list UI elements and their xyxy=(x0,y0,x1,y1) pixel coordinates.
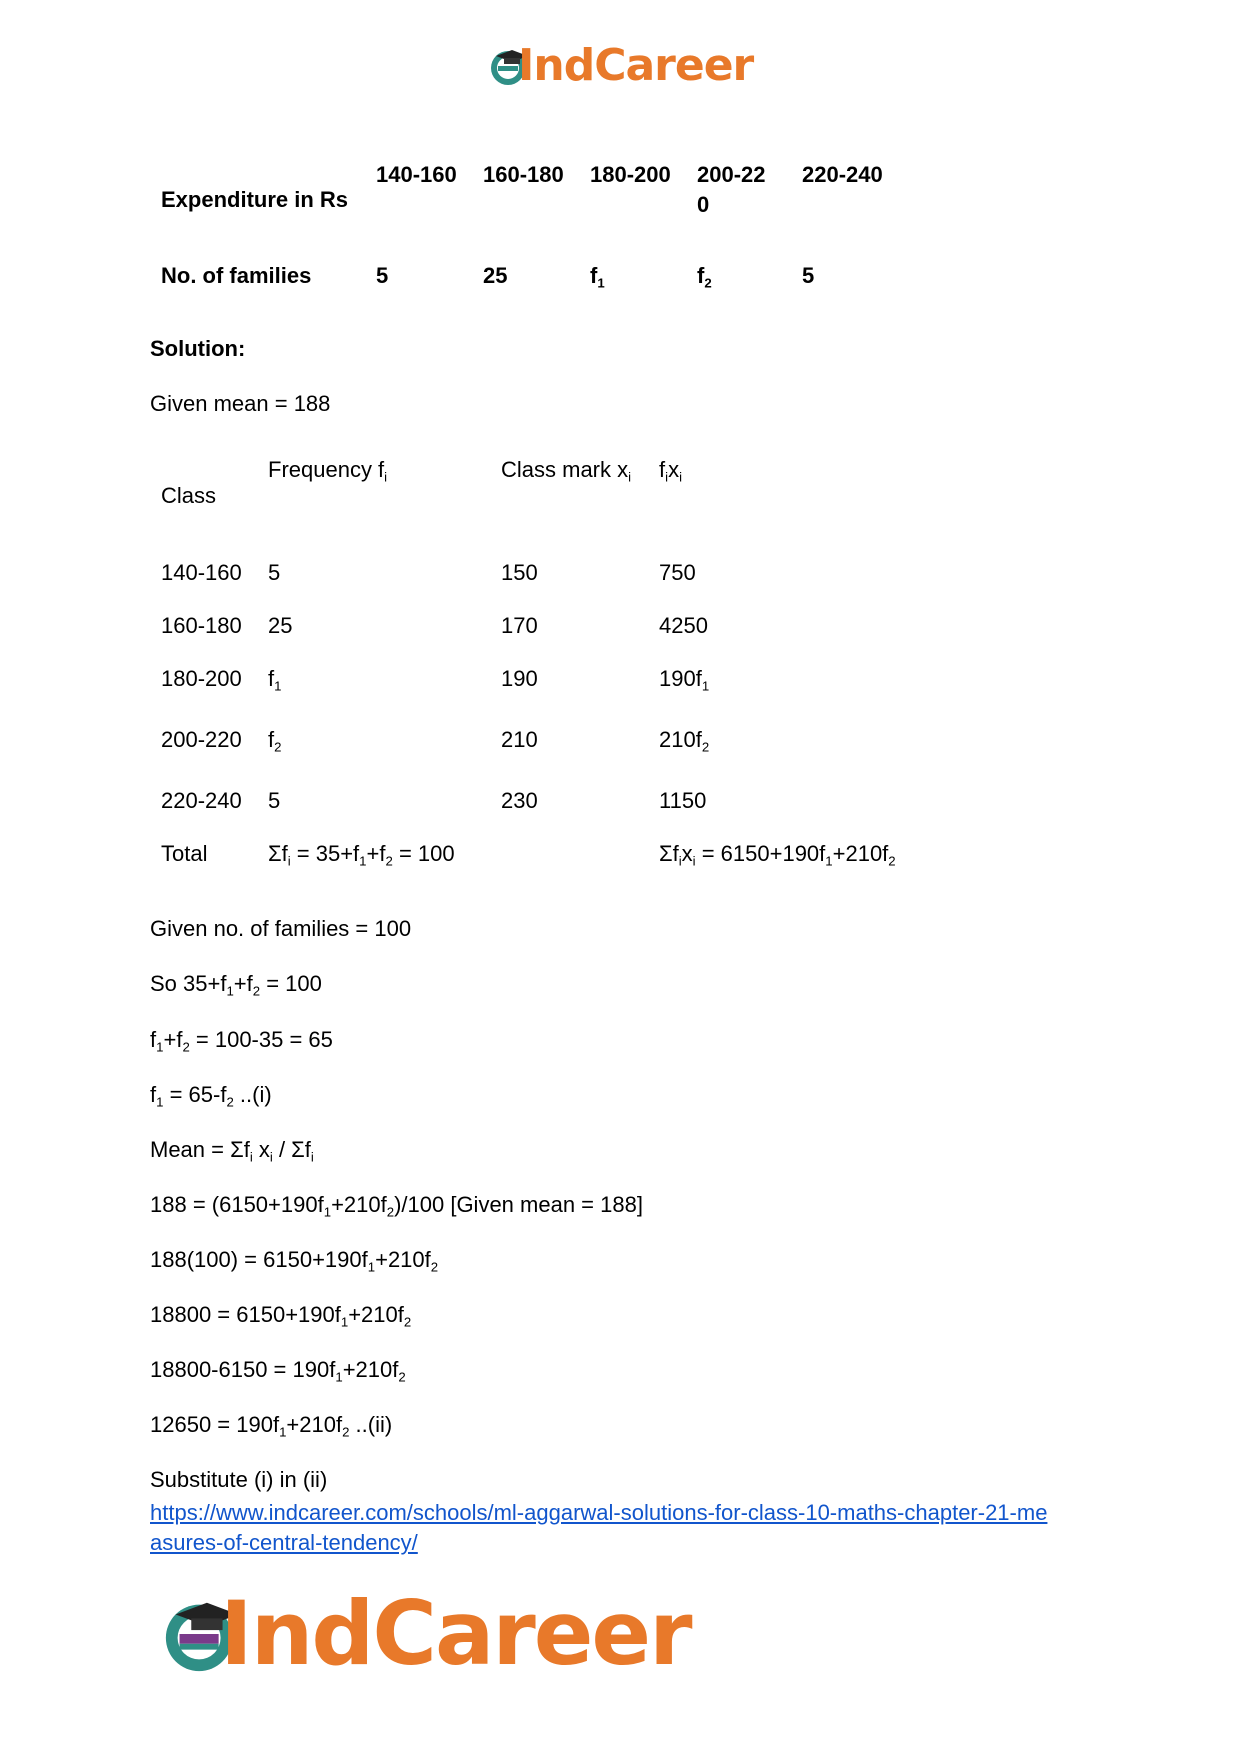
interval-cell: 140-160 xyxy=(376,162,457,187)
row-label-families: No. of families xyxy=(161,263,312,288)
given-mean: Given mean = 188 xyxy=(150,391,331,416)
table-row-freq: 25 xyxy=(268,613,293,638)
total-label: Total xyxy=(161,841,208,866)
working-line: $f_1+f_2 = 100-35 = 65$ xyxy=(150,1027,333,1055)
working-line: $18800-6150 = 190f_1+210f_2$ xyxy=(150,1357,406,1385)
table-row-mark: 190 xyxy=(501,666,538,691)
logo-wordmark: IndCareer xyxy=(220,1582,691,1685)
families-cell: 5 xyxy=(802,263,815,288)
header-class-mark: Class mark $x_i$ xyxy=(501,457,632,485)
families-cell: 5 xyxy=(376,263,389,288)
table-row-fx: 750 xyxy=(659,560,696,585)
table-row-freq: $f_1$ xyxy=(268,666,282,694)
indcareer-logo-bottom xyxy=(160,1582,691,1685)
table-row-fx: $210f_2$ xyxy=(659,727,710,755)
working-line: So $35+f_1+f_2 = 100$ xyxy=(150,971,322,999)
header-frequency: Frequency $f_i$ xyxy=(268,457,388,485)
interval-cell-wrap: 0 xyxy=(697,192,710,217)
table-row-class: 140-160 xyxy=(161,560,242,585)
working-line: Mean = $\Sigma f_i$ $x_i / \Sigma f_i$ xyxy=(150,1137,314,1165)
families-cell: $f_2$ xyxy=(697,263,712,291)
families-cell: 25 xyxy=(483,263,508,288)
table-row-mark: 150 xyxy=(501,560,538,585)
source-link-line-1[interactable]: https://www.indcareer.com/schools/ml-aggarwal-solutions-for-class-10-maths-chapter-21-me xyxy=(150,1500,1048,1525)
total-sum-f: $\Sigma f_i = 35+f_1+f_2 = 100$ xyxy=(268,841,455,869)
table-row-mark: 170 xyxy=(501,613,538,638)
table-row-class: 220-240 xyxy=(161,788,242,813)
solution-heading: Solution: xyxy=(150,336,246,361)
logo-wordmark: IndCareer xyxy=(518,40,754,91)
table-row-mark: 230 xyxy=(501,788,538,813)
working-line: $f_1 = 65-f_2$ ..(i) xyxy=(150,1082,272,1110)
source-link-line-2[interactable]: asures-of-central-tendency/ xyxy=(150,1530,418,1555)
working-line: Given no. of families = 100 xyxy=(150,916,412,941)
total-sum-fx: $\Sigma f_ix_i = 6150+190f_1+210f_2$ xyxy=(659,841,896,869)
interval-cell: 160-180 xyxy=(483,162,564,187)
table-row-freq: 5 xyxy=(268,560,281,585)
interval-cell: 200-22 xyxy=(697,162,766,187)
table-row-freq: $f_2$ xyxy=(268,727,282,755)
indcareer-logo-top xyxy=(488,40,753,91)
families-cell: $f_1$ xyxy=(590,263,605,291)
table-row-fx: $190f_1$ xyxy=(659,666,710,694)
table-row-mark: 210 xyxy=(501,727,538,752)
working-line: $12650 = 190f_1+210f_2$ ..(ii) xyxy=(150,1412,393,1440)
working-line: $18800 = 6150+190f_1+210f_2$ xyxy=(150,1302,412,1330)
table-row-class: 180-200 xyxy=(161,666,242,691)
table-row-class: 160-180 xyxy=(161,613,242,638)
working-line: $188(100) = 6150+190f_1+210f_2$ xyxy=(150,1247,439,1275)
working-line: Substitute (i) in (ii) xyxy=(150,1467,328,1492)
working-line: $188 = (6150+190f_1+210f_2)/100$ [Given mean = 188] xyxy=(150,1192,643,1220)
row-label-expenditure: Expenditure in Rs xyxy=(161,187,349,212)
interval-cell: 220-240 xyxy=(802,162,883,187)
header-class: Class xyxy=(161,483,217,508)
interval-cell: 180-200 xyxy=(590,162,671,187)
header-fixi: $f_ix_i$ xyxy=(659,457,682,485)
table-row-class: 200-220 xyxy=(161,727,242,752)
table-row-fx: 1150 xyxy=(659,788,707,813)
table-row-fx: 4250 xyxy=(659,613,708,638)
table-row-freq: 5 xyxy=(268,788,281,813)
